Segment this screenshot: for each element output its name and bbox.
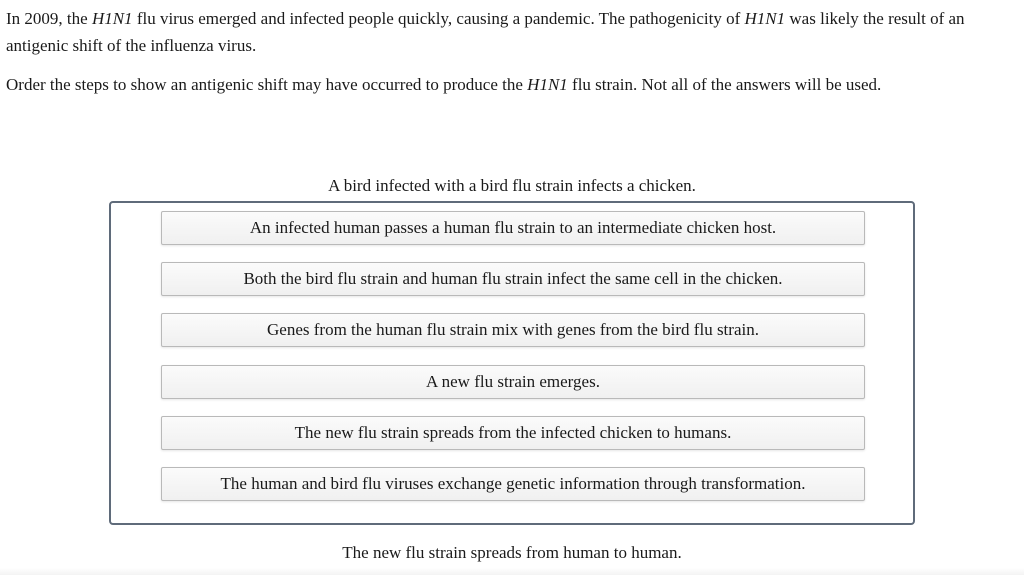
bottom-edge-divider — [0, 568, 1024, 575]
instruction-text-1: Order the steps to show an antigenic shift may have occurred to produce the — [6, 75, 528, 94]
step-tile[interactable]: An infected human passes a human flu strain to an intermediate chicken host. — [161, 211, 865, 245]
step-tile[interactable]: Both the bird flu strain and human flu strain infect the same cell in the chicken. — [161, 262, 865, 296]
virus-name: H1N1 — [744, 9, 786, 28]
step-tile[interactable]: The human and bird flu viruses exchange genetic information through transformation. — [161, 467, 865, 501]
intro-text-3: was likely the result of an antigenic shift of the influenza virus. — [6, 9, 965, 55]
intro-text-2: flu virus emerged and infected people quickly, causing a pandemic. The pathogenicity of — [132, 9, 745, 28]
question-instruction — [6, 71, 1024, 98]
virus-name: H1N1 — [527, 75, 568, 94]
step-tile[interactable]: A new flu strain emerges. — [161, 365, 865, 399]
step-tile[interactable]: Genes from the human flu strain mix with genes from the bird flu strain. — [161, 313, 865, 347]
step-tile[interactable]: The new flu strain spreads from the infected chicken to humans. — [161, 416, 865, 450]
last-step-anchor: The new flu strain spreads from human to human. — [342, 543, 682, 562]
intro-text-1: In 2009, the — [6, 9, 92, 28]
question-intro — [6, 5, 1016, 59]
first-step-anchor: A bird infected with a bird flu strain infects a chicken. — [328, 176, 696, 195]
virus-name: H1N1 — [91, 9, 133, 28]
instruction-text-2: flu strain. Not all of the answers will be used. — [567, 75, 882, 94]
